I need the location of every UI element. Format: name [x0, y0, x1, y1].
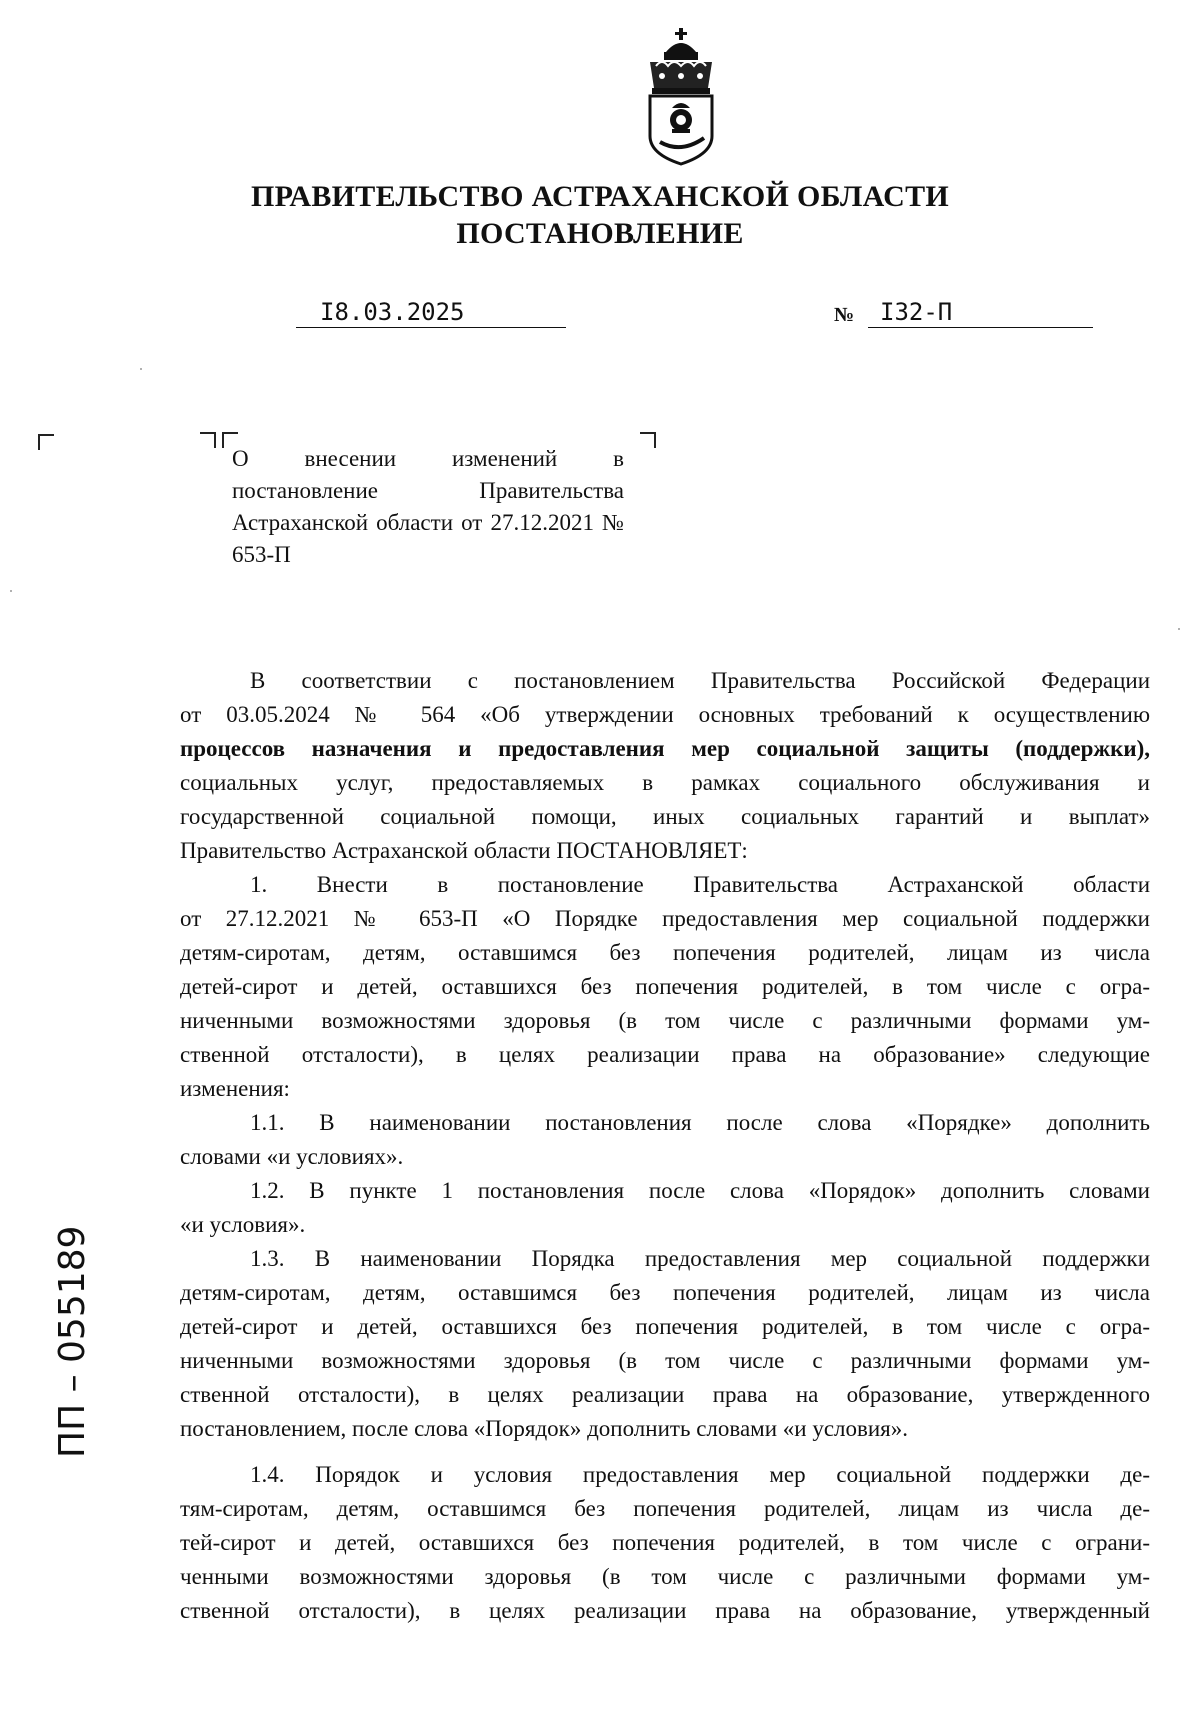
body-line: от 03.05.2024 № 564 «Об утверждении основных требований к осуществлению — [180, 702, 1150, 727]
body-line: от 27.12.2021 № 653-П «О Порядке предоставления мер социальной поддержки — [180, 906, 1150, 931]
body-line: детей-сирот и детей, оставшихся без попечения родителей, в том числе с огра- — [180, 1314, 1150, 1339]
body-line: социальных услуг, предоставляемых в рамках социального обслуживания и — [180, 770, 1150, 795]
number-sign: № — [834, 304, 855, 326]
body-line: В соответствии с постановлением Правительства Российской Федерации — [250, 668, 1150, 693]
margin-corner-mark — [38, 434, 54, 450]
body-line: «и условия». — [180, 1212, 306, 1237]
body-line: 1.3. В наименовании Порядка предоставления мер социальной поддержки — [250, 1246, 1150, 1271]
body-line: 1.1. В наименовании постановления после слова «Порядке» дополнить — [250, 1110, 1150, 1135]
body-line: ниченными возможностями здоровья (в том числе с различными формами ум- — [180, 1348, 1150, 1373]
document-date: I8.03.2025 — [296, 298, 566, 328]
government-name: ПРАВИТЕЛЬСТВО АСТРАХАНСКОЙ ОБЛАСТИ — [250, 180, 950, 213]
body-line: постановлением, после слова «Порядок» дополнить словами «и условия». — [180, 1416, 909, 1441]
body-line: процессов назначения и предоставления мер социальной защиты (поддержки), — [180, 736, 1150, 761]
body-line: словами «и условиях». — [180, 1144, 404, 1169]
body-line: ственной отсталости), в целях реализации права на образование» следующие — [180, 1042, 1150, 1067]
body-line: тям-сиротам, детям, оставшимся без попечения родителей, лицам из числа де- — [180, 1496, 1150, 1521]
document-subject: О внесении изменений в постановление Правительства Астраханской области от 27.12.2021 № 653-П — [232, 446, 624, 567]
body-line: ниченными возможностями здоровья (в том числе с различными формами ум- — [180, 1008, 1150, 1033]
coat-of-arms-emblem — [642, 28, 720, 168]
body-line: ственной отсталости), в целях реализации права на образование, утвержденный — [180, 1598, 1150, 1623]
body-line: ственной отсталости), в целях реализации права на образование, утвержденного — [180, 1382, 1150, 1407]
body-line: государственной социальной помощи, иных социальных гарантий и выплат» — [180, 804, 1150, 829]
body-line: ченными возможностями здоровья (в том числе с различными формами ум- — [180, 1564, 1150, 1589]
body-line: детей-сирот и детей, оставшихся без попечения родителей, в том числе с огра- — [180, 974, 1150, 999]
serial-code: ПП – 055189 — [52, 1225, 93, 1458]
scan-speck — [1178, 628, 1180, 630]
scan-speck — [10, 590, 12, 592]
scan-speck — [140, 368, 142, 370]
body-line: тей-сирот и детей, оставшихся без попечения родителей, в том числе с ограни- — [180, 1530, 1150, 1555]
body-line: детям-сиротам, детям, оставшимся без попечения родителей, лицам из числа — [180, 940, 1150, 965]
body-line: 1. Внести в постановление Правительства Астраханской области — [250, 872, 1150, 897]
document-type: ПОСТАНОВЛЕНИЕ — [456, 217, 744, 250]
body-line: 1.4. Порядок и условия предоставления мер социальной поддержки де- — [250, 1462, 1150, 1487]
body-line: детям-сиротам, детям, оставшимся без попечения родителей, лицам из числа — [180, 1280, 1150, 1305]
body-line: 1.2. В пункте 1 постановления после слова «Порядок» дополнить словами — [250, 1178, 1150, 1203]
body-line: Правительство Астраханской области ПОСТАНОВЛЯЕТ: — [180, 838, 748, 863]
subject-corner-mark — [640, 432, 656, 448]
body-line: изменения: — [180, 1076, 290, 1101]
subject-corner-mark — [200, 432, 216, 448]
document-number: I32-П — [868, 298, 1093, 328]
